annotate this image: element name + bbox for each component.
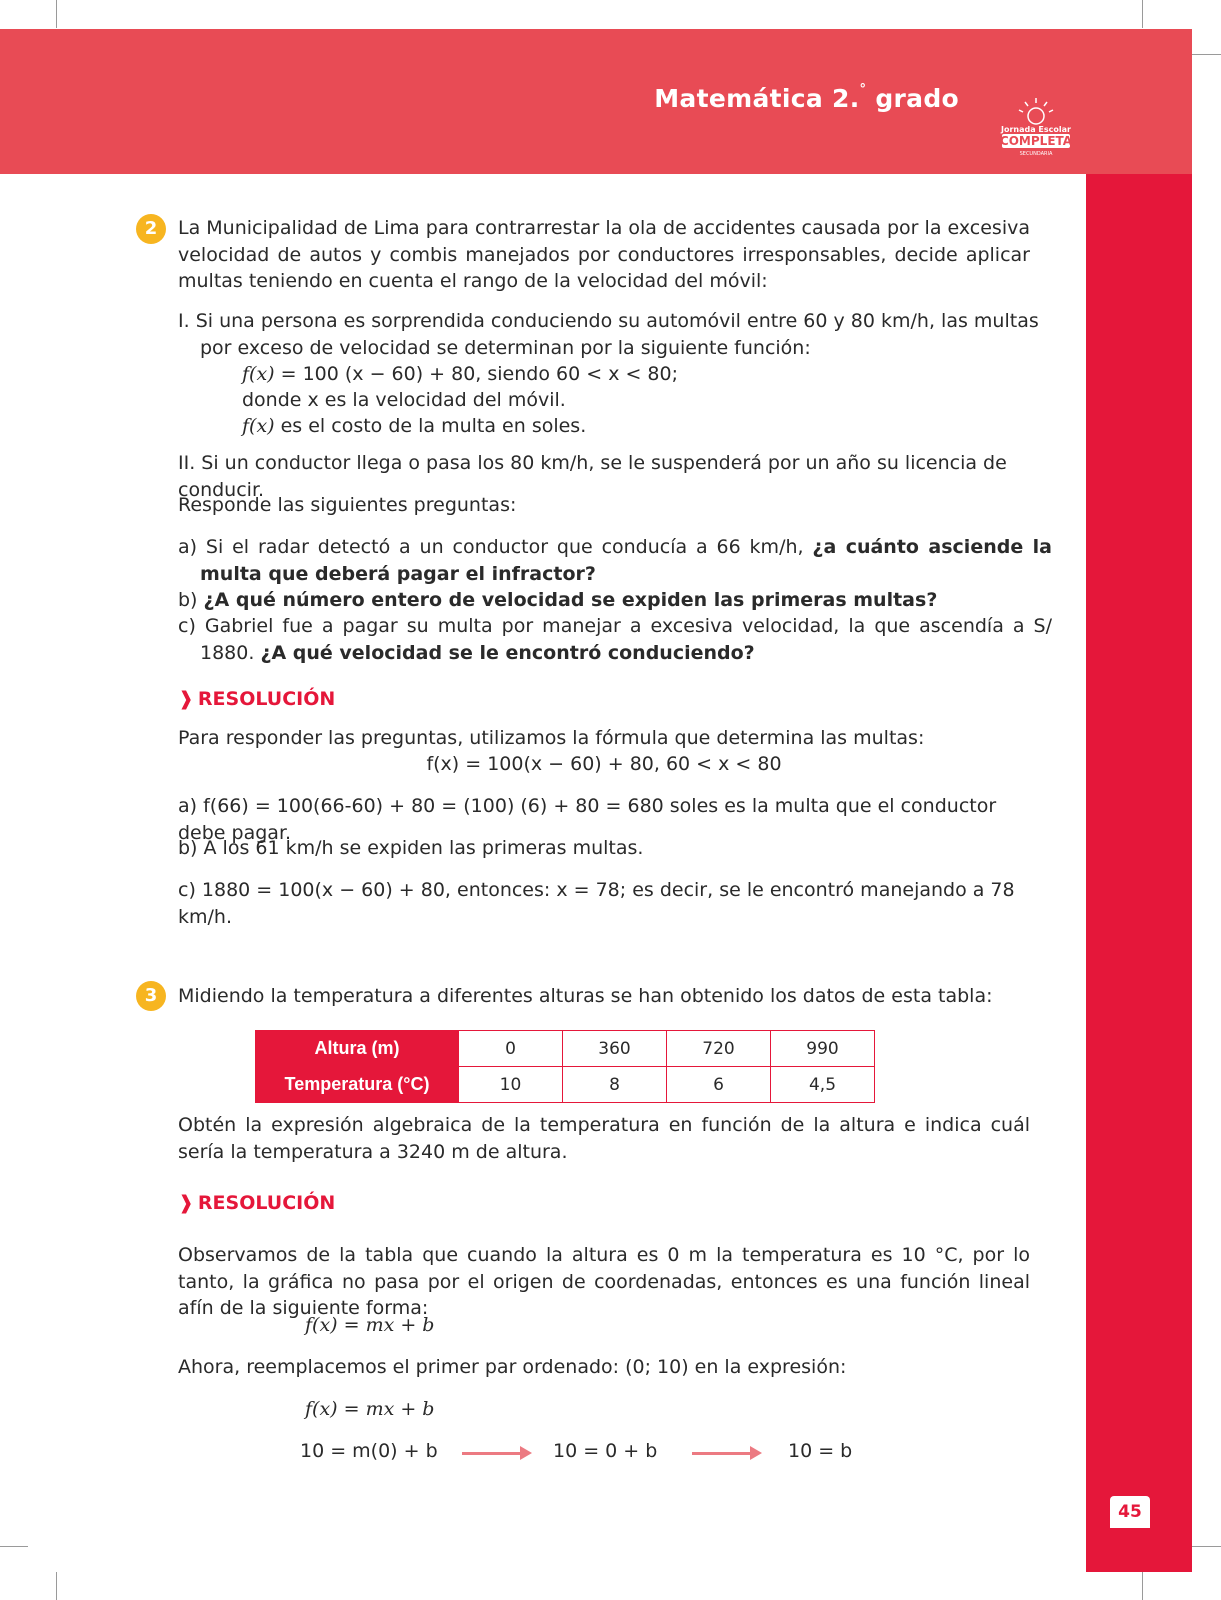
table-header-cell: Altura (m) [256,1031,459,1067]
svg-text:SECUNDARIA: SECUNDARIA [1019,151,1053,157]
question-b: b) ¿A qué número entero de velocidad se expiden las primeras multas? [178,589,938,611]
formula: f(x) = mx + b [305,1314,435,1336]
question-a: a) Si el radar detectó a un conductor que conducía a 66 km/h, ¿a cuánto asciende la multa que deberá pagar el infractor? [178,536,1052,585]
formula-line: f(x) = 100 (x − 60) + 80, siendo 60 < x < 80; [242,363,679,385]
jornada-completa-logo [998,96,1074,158]
question-c: c) Gabriel fue a pagar su multa por manejar a excesiva velocidad, la que ascendía a S/ 1880. ¿A qué velocidad se le encontró conduciendo? [178,615,1052,664]
rule-2: II. Si un conductor llega o pasa los 80 km/h, se le suspenderá por un año su licencia de conducir. [178,452,1007,501]
problem-intro: Midiendo la temperatura a diferentes alturas se han obtenido los datos de esta tabla: [178,985,993,1007]
svg-text:Jornada Escolar: Jornada Escolar [1001,125,1071,134]
data-table [255,1030,875,1103]
resolution-paragraph: Observamos de la tabla que cuando la altura es 0 m la temperatura es 10 °C, por lo tanto, la gráfica no pasa por el origen de coordenadas, entonces es una función lineal afín de la siguiente forma: [178,1244,1030,1319]
questions-intro: Responde las siguientes preguntas: [178,494,517,516]
table-cell: 990 [771,1031,875,1067]
cost-line: f(x) es el costo de la multa en soles. [242,415,587,437]
resolution-heading: ❱ RESOLUCIÓN [178,688,336,710]
crop-mark [1192,1546,1221,1547]
where-line: donde x es la velocidad del móvil. [242,389,566,411]
table-cell: 360 [563,1031,667,1067]
crop-mark [56,0,57,28]
chevron-right-icon: ❱ [178,1192,194,1214]
formula: f(x) = mx + b [305,1398,435,1420]
step-2: 10 = 0 + b [553,1440,658,1462]
crop-mark [1142,1572,1143,1600]
problem-task: Obtén la expresión algebraica de la temperatura en función de la altura e indica cuál sería la temperatura a 3240 m de altura. [178,1114,1030,1163]
answer-a: a) f(66) = 100(66-60) + 80 = (100) (6) + 80 = 680 soles es la multa que el conductor debe pagar. [178,795,997,844]
answer-c: c) 1880 = 100(x − 60) + 80, entonces: x = 78; es decir, se le encontró manejando a 78 km/h. [178,879,1015,928]
table-cell: 8 [563,1067,667,1103]
page-number: 45 [1110,1496,1150,1528]
table-header-cell: Temperatura (°C) [256,1067,459,1103]
table-row [256,1067,875,1103]
resolution-intro: Para responder las preguntas, utilizamos la fórmula que determina las multas: [178,727,925,749]
svg-text:COMPLETA: COMPLETA [999,134,1073,148]
table-cell: 6 [667,1067,771,1103]
chevron-right-icon: ❱ [178,688,194,710]
resolution-paragraph: Ahora, reemplacemos el primer par ordenado: (0; 10) en la expresión: [178,1356,847,1378]
step-1: 10 = m(0) + b [300,1440,438,1462]
problem-number-badge: 2 [136,214,166,244]
crop-mark [1192,54,1221,55]
step-3: 10 = b [788,1440,853,1462]
table-row [256,1031,875,1067]
resolution-formula: f(x) = 100(x − 60) + 80, 60 < x < 80 [426,753,782,775]
table-cell: 0 [459,1031,563,1067]
arrow-right-icon [462,1452,522,1455]
resolution-heading: ❱ RESOLUCIÓN [178,1192,336,1214]
crop-mark [1142,0,1143,28]
side-bar [1086,174,1192,1572]
table-cell: 4,5 [771,1067,875,1103]
page-title: Matemática 2.° grado [654,82,959,113]
arrow-right-icon [692,1452,752,1455]
table-cell: 10 [459,1067,563,1103]
table-cell: 720 [667,1031,771,1067]
problem-intro: La Municipalidad de Lima para contrarrestar la ola de accidentes causada por la excesiva velocidad de autos y combis manejados por conductores irresponsables, decide aplicar multas teniendo en cuenta el rango de la velocidad del móvil: [178,217,1030,292]
crop-mark [56,1572,57,1600]
rule-1: I. Si una persona es sorprendida conduciendo su automóvil entre 60 y 80 km/h, las multas por exceso de velocidad se determinan por la siguiente función: [178,310,1039,359]
answer-b: b) A los 61 km/h se expiden las primeras multas. [178,837,644,859]
problem-number-badge: 3 [136,981,166,1011]
crop-mark [0,1546,28,1547]
